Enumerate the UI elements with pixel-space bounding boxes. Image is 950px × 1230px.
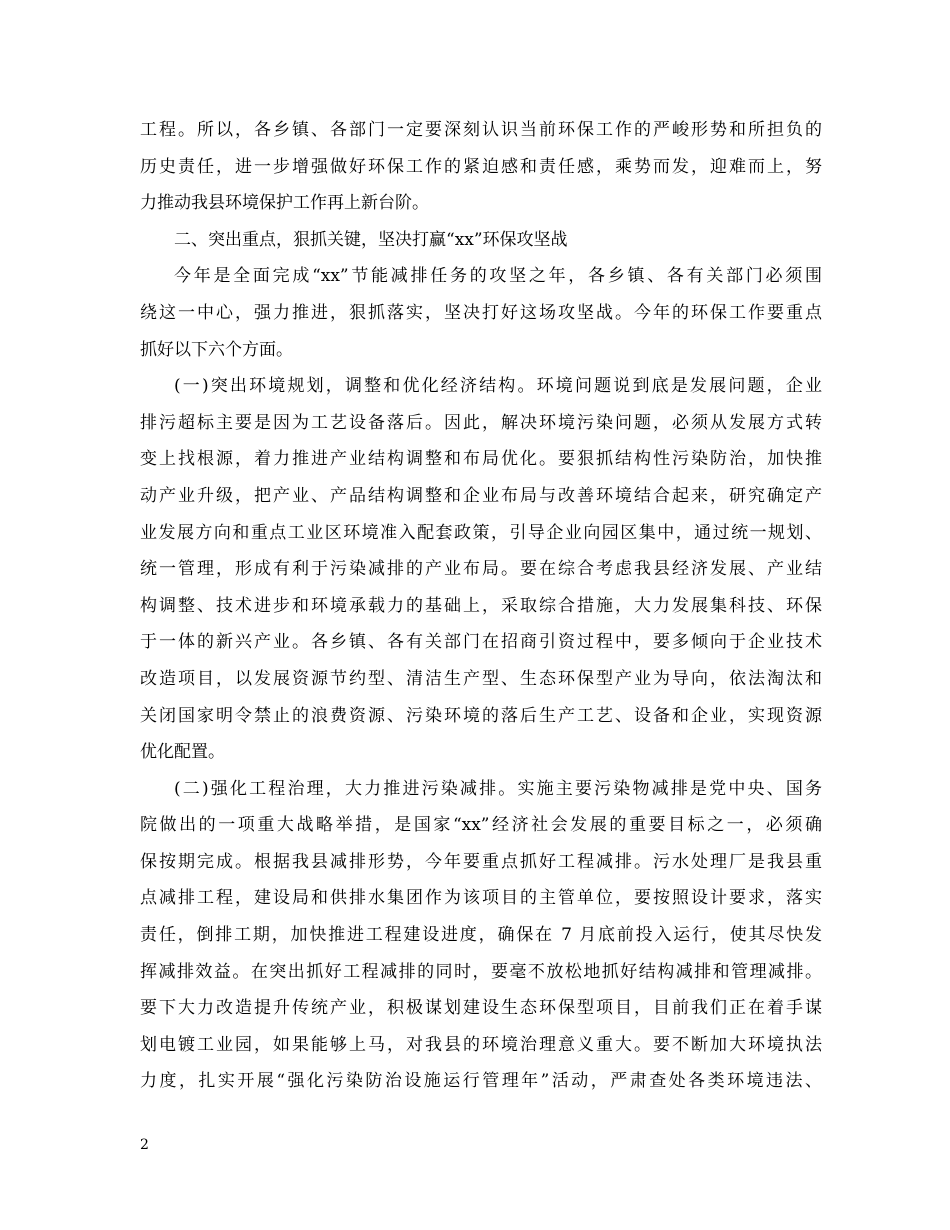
text-line: 责任，倒排工期，加快推进工程建设进度，确保在 7 月底前投入运行，使其尽快发: [140, 925, 822, 946]
text-line: 变上找根源，着力推进产业结构调整和布局优化。要狠抓结构性污染防治，加快推: [140, 449, 822, 470]
text-line: 点减排工程，建设局和供排水集团作为该项目的主管单位，要按照设计要求，落实: [140, 888, 822, 909]
text-line: 统一管理，形成有利于污染减排的产业布局。要在综合考虑我县经济发展、产业结: [140, 559, 822, 580]
text-line: 力度，扎实开展“强化污染防治设施运行管理年”活动，严肃查处各类环境违法、: [140, 1071, 822, 1092]
text-line: (一)突出环境规划，调整和优化经济结构。环境问题说到底是发展问题，企业: [174, 376, 822, 397]
text-line: 优化配置。: [140, 742, 225, 763]
page-number: 2: [140, 1137, 149, 1153]
text-line: 改造项目，以发展资源节约型、清洁生产型、生态环保型产业为导向，依法淘汰和: [140, 668, 822, 689]
text-line: 工程。所以，各乡镇、各部门一定要深刻认识当前环保工作的严峻形势和所担负的: [140, 120, 822, 140]
text-line: 于一体的新兴产业。各乡镇、各有关部门在招商引资过程中，要多倾向于企业技术: [140, 632, 822, 653]
text-line: 排污超标主要是因为工艺设备落后。因此，解决环境污染问题，必须从发展方式转: [140, 412, 822, 433]
text-line: 关闭国家明令禁止的浪费资源、污染环境的落后生产工艺、设备和企业，实现资源: [140, 705, 822, 726]
text-line: 历史责任，进一步增强做好环保工作的紧迫感和责任感，乘势而发，迎难而上，努: [140, 156, 822, 177]
text-line: 动产业升级，把产业、产品结构调整和企业布局与改善环境结合起来，研究确定产: [140, 485, 822, 506]
section-heading: 二、突出重点，狠抓关键，坚决打赢“xx”环保攻坚战: [174, 229, 568, 250]
text-line: 今年是全面完成“xx”节能减排任务的攻坚之年，各乡镇、各有关部门必须围: [174, 266, 822, 287]
text-line: (二)强化工程治理，大力推进污染减排。实施主要污染物减排是党中央、国务: [174, 778, 822, 799]
text-line: 划电镀工业园，如果能够上马，对我县的环境治理意义重大。要不断加大环境执法: [140, 1034, 822, 1055]
text-line: 构调整、技术进步和环境承载力的基础上，采取综合措施，大力发展集科技、环保: [140, 595, 822, 616]
text-line: 保按期完成。根据我县减排形势，今年要重点抓好工程减排。污水处理厂是我县重: [140, 851, 822, 872]
text-line: 业发展方向和重点工业区环境准入配套政策，引导企业向园区集中，通过统一规划、: [140, 522, 822, 543]
text-line: 院做出的一项重大战略举措，是国家“xx”经济社会发展的重要目标之一，必须确: [140, 815, 822, 836]
text-line: 抓好以下六个方面。: [140, 339, 293, 360]
text-line: 挥减排效益。在突出抓好工程减排的同时，要毫不放松地抓好结构减排和管理减排。: [140, 961, 822, 982]
document-body: [140, 112, 822, 1100]
text-line: 绕这一中心，强力推进，狠抓落实，坚决打好这场攻坚战。今年的环保工作要重点: [140, 302, 822, 323]
text-line: 要下大力改造提升传统产业，积极谋划建设生态环保型项目，目前我们正在着手谋: [140, 998, 822, 1019]
text-line: 力推动我县环境保护工作再上新台阶。: [140, 193, 429, 214]
